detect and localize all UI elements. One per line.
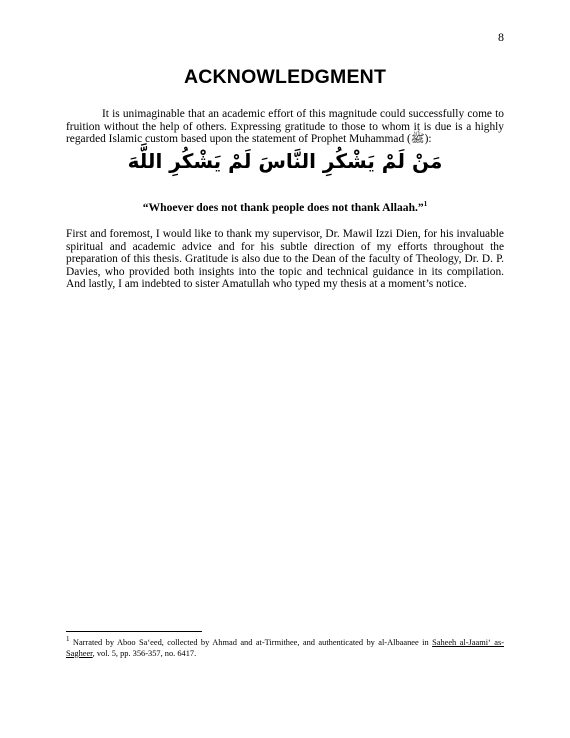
footnote-marker: 1: [66, 635, 70, 644]
hadith-translation: [0, 201, 570, 214]
footnote-text-before: Narrated by Aboo Sa‘eed, collected by Ahmad and at-Tirmithee, and authenticated by al-Albaanee in: [72, 638, 433, 647]
intro-paragraph: It is unimaginable that an academic effort of this magnitude could successfully come to fruition without the help of others. Expressing gratitude to those to whom it is due is a highly regarded Islamic custom based upon the statement of Prophet Muhammad (ﷺ):: [66, 108, 504, 146]
page-number: 8: [498, 30, 504, 44]
footnote-divider: [66, 631, 202, 632]
acknowledgment-paragraph: First and foremost, I would like to thank my supervisor, Dr. Mawil Izzi Dien, for his invaluable spiritual and academic advice and for his subtle direction of my efforts throughout the preparation of this thesis. Gratitude is also due to the Dean of the faculty of Theology, Dr. D. P. Davies, who provided both insights into the topic and technical guidance in its compilation. And lastly, I am indebted to sister Amatullah who typed my thesis at a moment’s notice.: [66, 228, 504, 291]
arabic-hadith: مَنْ لَمْ يَشْكُرِ النَّاسَ لَمْ يَشْكُرِ اللَّهَ: [127, 149, 443, 173]
hadith-translation-text: “Whoever does not thank people does not thank Allaah.”: [142, 201, 424, 214]
footnote: [66, 637, 504, 659]
page-title: ACKNOWLEDGMENT: [183, 66, 387, 88]
footnote-text-after: , vol. 5, pp. 356-357, no. 6417.: [92, 649, 197, 658]
footnote-source-title: Saheeh al-Jaami‘ as-Sagheer: [66, 638, 505, 658]
footnote-reference[interactable]: 1: [423, 200, 428, 209]
